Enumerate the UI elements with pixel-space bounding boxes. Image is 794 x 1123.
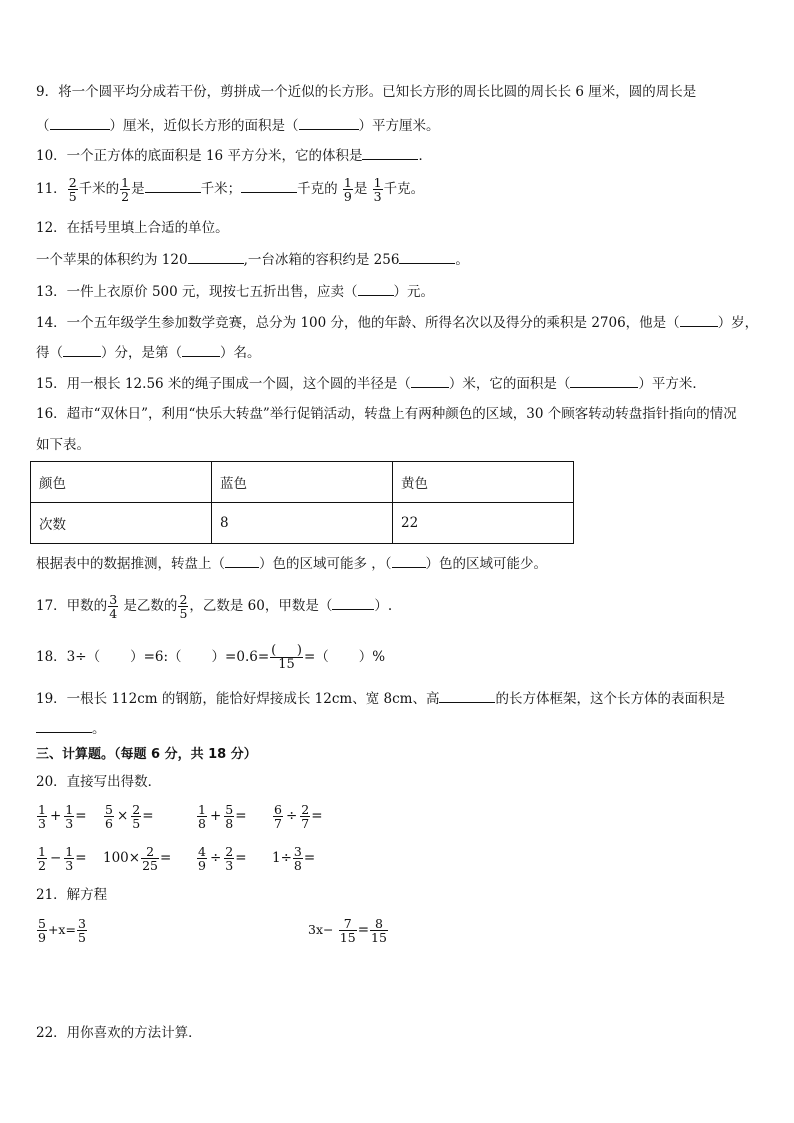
q17-a: 17．甲数的: [36, 598, 108, 614]
q14-line2: [36, 343, 261, 362]
q21-e2-frac-r: $\frac{8}{15}$: [371, 916, 387, 945]
q11-frac-3: $\frac{1}{9}$: [343, 175, 352, 204]
q16-after-b: ）色的区域可能多 ，（: [259, 556, 392, 572]
q18-frac: $\frac{( )}{15}$: [271, 643, 302, 672]
calc-equals: =: [311, 808, 323, 824]
q11-frac-2: $\frac{1}{2}$: [121, 175, 130, 204]
calc-item: [36, 800, 87, 832]
q16-after-a: 根据表中的数据推测，转盘上（: [36, 556, 225, 572]
q13: [36, 282, 434, 301]
q14-e: ）名。: [220, 345, 261, 361]
q21-e1-frac-l: $\frac{5}{9}$: [38, 916, 46, 945]
q14-c: 得（: [36, 345, 63, 361]
calc-equals: =: [160, 850, 172, 866]
q15-blank-1[interactable]: [411, 374, 449, 388]
q20-title: 20．直接写出得数．: [36, 774, 162, 790]
q18-a: 18．3÷（: [36, 649, 101, 665]
calc-operator: ÷: [285, 808, 298, 824]
q10-end: ．: [418, 148, 432, 164]
q16-table: [30, 461, 574, 544]
q11-t5: 是: [353, 181, 368, 197]
q17: [36, 591, 392, 621]
q10: [36, 146, 432, 165]
calc-frac-right: $\frac{5}{8}$: [225, 802, 234, 831]
q16-after: [36, 554, 547, 573]
q12-blank-1[interactable]: [188, 250, 244, 264]
calc-item: [103, 842, 171, 874]
q16-blank-1[interactable]: [225, 554, 259, 568]
table-cell: 次数: [31, 503, 212, 544]
calc-operator: −: [49, 850, 62, 866]
q13-a: 13．一件上衣原价 500 元，现按七五折出售，应卖（: [36, 284, 358, 300]
q12-c: 。: [455, 252, 469, 268]
q18-c: ）=0.6=: [211, 649, 270, 665]
q12-b: ,一台冰箱的容积约是 256: [243, 252, 400, 268]
calc-equals: =: [142, 808, 154, 824]
q21-e2-mid: =: [357, 922, 369, 938]
q9-text-c: ）平方厘米。: [358, 118, 440, 134]
calc-item: [272, 842, 315, 874]
q19-line2: [36, 719, 106, 738]
calc-frac-right: $\frac{1}{3}$: [65, 802, 74, 831]
q11-t3: 千米；: [200, 181, 242, 197]
calc-frac-left: $\frac{1}{8}$: [198, 802, 206, 831]
q15-a: 15．用一根长 12.56 米的绳子围成一个圆，这个圆的半径是（: [36, 376, 411, 392]
calc-item: [103, 800, 154, 832]
calc-item: [196, 842, 247, 874]
q17-frac-2: $\frac{2}{5}$: [179, 592, 188, 621]
q10-blank[interactable]: [362, 146, 418, 160]
q10-text: 10．一个正方体的底面积是 16 平方分米，它的体积是: [36, 148, 363, 164]
q16-line2: 如下表。: [36, 437, 90, 453]
q15-blank-2[interactable]: [570, 374, 638, 388]
q11-frac-4: $\frac{1}{3}$: [373, 175, 382, 204]
q19-a: 19．一根长 112cm 的钢筋，能恰好焊接成长 12cm、宽 8cm、高: [36, 691, 440, 707]
q11-num: 11．: [36, 181, 67, 197]
q19-c: 。: [92, 721, 106, 737]
calc-equals: =: [235, 808, 247, 824]
q18: [36, 640, 385, 674]
q14-blank-1[interactable]: [680, 313, 718, 327]
calc-left-text: 100×: [103, 850, 141, 866]
q22-title: 22．用你喜欢的方法计算．: [36, 1025, 202, 1041]
table-cell: 8: [212, 503, 393, 544]
q11-t2: 是: [131, 181, 145, 197]
calc-left-text: 1÷: [272, 850, 292, 866]
q11-blank-2[interactable]: [241, 179, 297, 193]
q12-title: 12．在括号里填上合适的单位。: [36, 220, 229, 236]
q17-d: ）.: [374, 598, 393, 614]
q14-a: 14．一个五年级学生参加数学竞赛，总分为 100 分，他的年龄、所得名次以及得分的乘积是 2706，他是（: [36, 315, 680, 331]
q14-line1: [36, 313, 758, 332]
calc-frac-right: $\frac{3}{8}$: [293, 844, 302, 873]
calc-operator: +: [49, 808, 62, 824]
q19-line1: [36, 689, 725, 708]
section-3-heading: 三、计算题。（每题 6 分，共 18 分）: [36, 747, 257, 762]
calc-equals: =: [75, 808, 87, 824]
q16-blank-2[interactable]: [392, 554, 426, 568]
table-cell: 22: [393, 503, 574, 544]
calc-frac-right: $\frac{2}{25}$: [142, 844, 158, 873]
q9-text-a: （: [36, 118, 50, 134]
q9-blank-1[interactable]: [50, 116, 110, 130]
q12-a: 一个苹果的体积约为 120: [36, 252, 188, 268]
calc-operator: +: [209, 808, 222, 824]
table-cell: 颜色: [31, 462, 212, 503]
q17-blank[interactable]: [332, 596, 374, 610]
table-cell: 黄色: [393, 462, 574, 503]
calc-equals: =: [235, 850, 247, 866]
calc-frac-left: $\frac{1}{3}$: [38, 802, 46, 831]
calc-item: [36, 842, 87, 874]
q15-b: ）米，它的面积是（: [448, 376, 571, 392]
calc-frac-left: $\frac{5}{6}$: [105, 802, 113, 831]
q16-after-c: ）色的区域可能少。: [425, 556, 548, 572]
q21-eq-2: [308, 910, 389, 950]
calc-frac-left: $\frac{6}{7}$: [274, 802, 282, 831]
q13-blank[interactable]: [358, 282, 394, 296]
calc-frac-right: $\frac{2}{5}$: [132, 802, 141, 831]
q21-title: 21．解方程: [36, 887, 108, 903]
q17-c: ，乙数是 60，甲数是（: [189, 598, 333, 614]
q12-line: [36, 250, 469, 269]
q21-e1-frac-r: $\frac{3}{5}$: [77, 916, 86, 945]
q14-b: ）岁，: [717, 315, 759, 331]
q12-blank-2[interactable]: [399, 250, 455, 264]
calc-equals: =: [303, 850, 316, 866]
q11-frac-1: $\frac{2}{5}$: [68, 175, 77, 204]
calc-operator: ×: [116, 808, 129, 824]
q21-e2-frac-l: $\frac{7}{15}$: [339, 916, 356, 945]
q15-c: ）平方米．: [638, 376, 706, 392]
q16-line1: 16．超市“双休日”，利用“快乐大转盘”举行促销活动，转盘上有两种颜色的区域，30 个顾客转动转盘指针指向的情况: [36, 406, 737, 422]
calc-frac-left: $\frac{4}{9}$: [198, 844, 206, 873]
q18-d: =（: [303, 649, 329, 665]
calc-frac-right: $\frac{2}{7}$: [301, 802, 310, 831]
q21-e2-pre: 3x−: [308, 922, 334, 937]
q11-t4: 千克的: [297, 181, 338, 197]
q19-b: 的长方体框架，这个长方体的表面积是: [495, 691, 725, 707]
calc-frac-right: $\frac{1}{3}$: [65, 844, 74, 873]
q17-b: 是乙数的: [119, 598, 178, 614]
q18-b: ）=6:（: [130, 649, 182, 665]
table-row: [31, 462, 574, 503]
q11-blank-1[interactable]: [145, 179, 201, 193]
table-row: [31, 503, 574, 544]
q9-line2: [36, 116, 440, 135]
q9-text-b: ）厘米，近似长方形的面积是（: [109, 118, 299, 134]
q17-frac-1: $\frac{3}{4}$: [109, 592, 118, 621]
q21-eq-1: [36, 910, 88, 950]
q19-blank-1[interactable]: [439, 689, 495, 703]
calc-item: [272, 800, 323, 832]
q9-line1: 9．将一个圆平均分成若干份，剪拼成一个近似的长方形。已知长方形的周长比圆的周长长 6 厘米，圆的周长是: [36, 84, 697, 100]
q14-d: ）分，是第（: [101, 345, 182, 361]
q21-e1-mid: +x=: [47, 922, 76, 937]
q15: [36, 374, 706, 393]
calc-operator: ÷: [209, 850, 222, 866]
q14-blank-3[interactable]: [182, 343, 220, 357]
calc-item: [196, 800, 247, 832]
q9-blank-2[interactable]: [299, 116, 359, 130]
calc-frac-right: $\frac{2}{3}$: [225, 844, 234, 873]
q19-blank-2[interactable]: [36, 719, 92, 733]
calc-frac-left: $\frac{1}{2}$: [38, 844, 46, 873]
table-cell: 蓝色: [212, 462, 393, 503]
q18-e: ）%: [358, 649, 386, 665]
q14-blank-2[interactable]: [63, 343, 101, 357]
q13-b: ）元。: [393, 284, 435, 300]
calc-equals: =: [75, 850, 87, 866]
q11: [36, 174, 424, 204]
q11-t1: 千米的: [78, 181, 120, 197]
q11-t6: 千克。: [383, 181, 425, 197]
